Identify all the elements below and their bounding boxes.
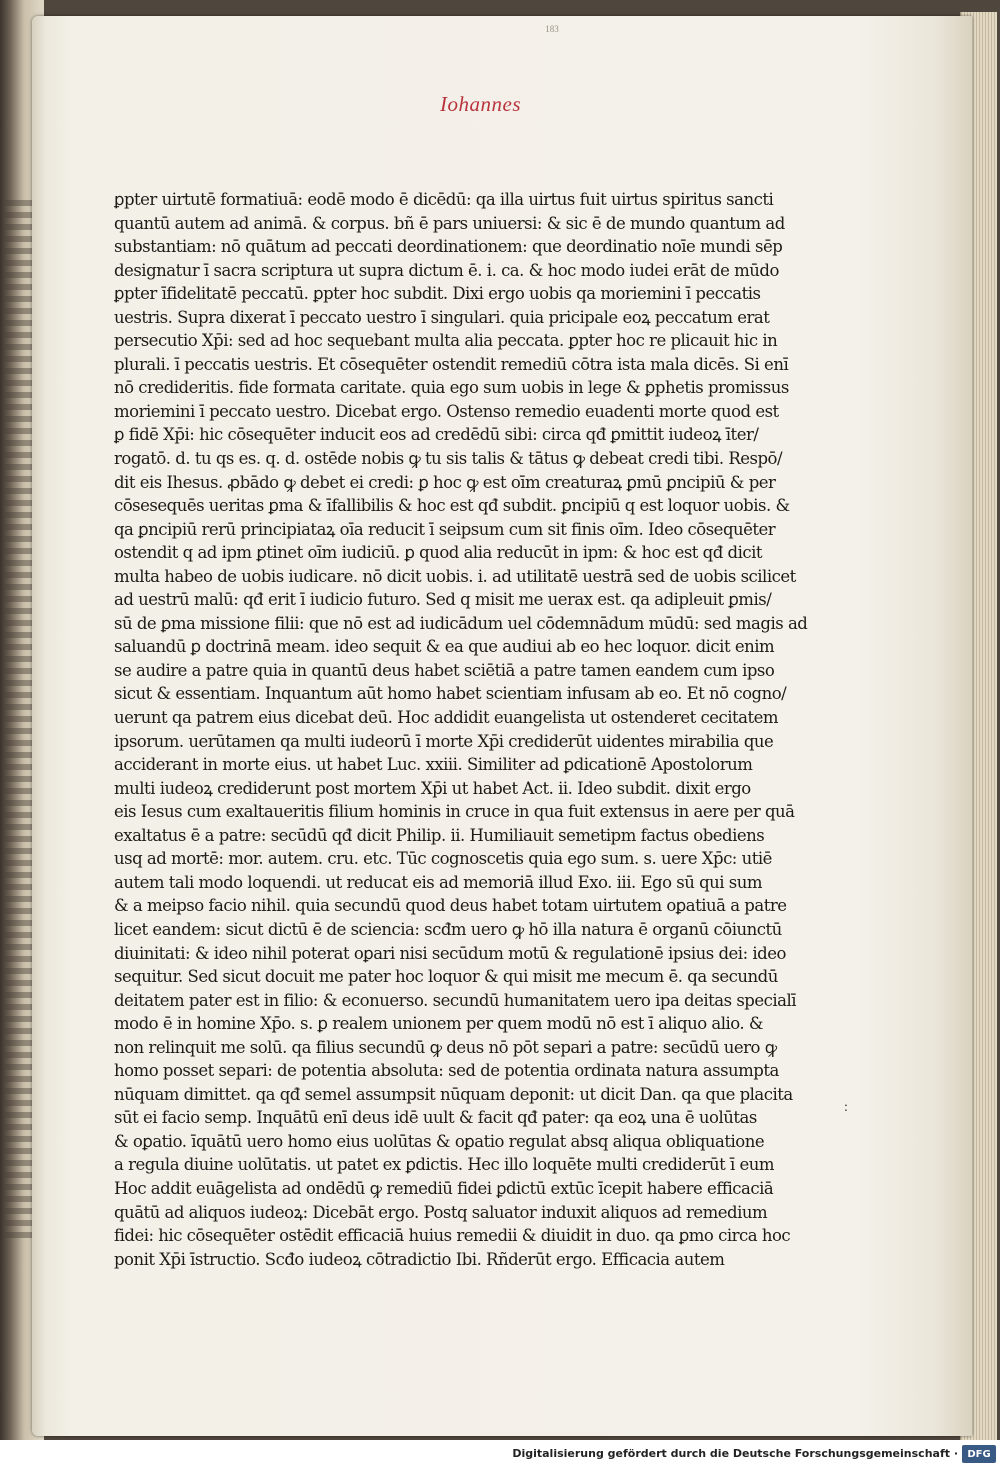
text-line: se audire a patre quia in quantū deus habet sciētiā a patre tamen eandem cum ipso — [114, 660, 775, 680]
text-line: substantiam: nō quātum ad peccati deordinationem: que deordinatio noīe mundi sēp — [114, 237, 783, 257]
text-line: autem tali modo loquendi. ut reducat eis ad memoriā illud Exo. iii. Ego sū qui sum — [114, 872, 763, 892]
text-line: modo ē in homine Xp̄o. s. ꝑ realem unionem per quem modū nō est ī aliquo alio. & — [114, 1014, 764, 1034]
text-line: ꝑ fidē Xp̄i: hic cōsequēter inducit eos ad credēdū sibi: circa qđ ꝑmittit iudeoꝝ īter/ — [114, 425, 759, 445]
text-line: sequitur. Sed sicut docuit me pater hoc loquor & qui misit me mecum ē. qa secundū — [114, 967, 778, 987]
text-line: licet eandem: sicut dictū ē de sciencia: scđm uero ꝙ hō illa natura ē organū cōiunctū — [114, 919, 782, 939]
running-header: Iohannes — [440, 92, 521, 116]
text-line: ponit Xp̄i īstructio. Scđo iudeoꝝ cōtradictio Ibi. Rñderūt ergo. Efficacia autem — [114, 1249, 725, 1269]
text-line: nō credideritis. fide formata caritate. quia ego sum uobis in lege & ꝑphetis promissus — [114, 378, 789, 398]
text-line: Hoc addit euāgelista ad ondēdū ꝙ remediū fidei ꝑdictū extūc īcepit habere efficaciā — [114, 1178, 774, 1198]
text-line: sū de ꝑma missione filii: que nō est ad iudicādum uel cōdemnādum mūdū: sed magis ad — [114, 613, 808, 633]
text-line: exaltatus ē a patre: secūdū qđ dicit Philip. ii. Humiliauit semetipm factus obediens — [114, 825, 765, 845]
text-line: ipsorum. uerūtamen qa multi iudeorū ī morte Xp̄i crediderūt uidentes mirabilia que — [114, 731, 774, 751]
text-line: persecutio Xp̄i: sed ad hoc sequebant multa alia peccata. ꝑpter hoc re plicauit hic in — [114, 331, 778, 351]
text-line: nūquam dimittet. qa qđ semel assumpsit nūquam deponit: ut dicit Dan. qa que placita — [114, 1084, 793, 1104]
text-line: designatur ī sacra scriptura ut supra dictum ē. i. ca. & hoc modo iudei erāt de mūdo — [114, 260, 779, 280]
text-line: acciderant in morte eius. ut habet Luc. xxiii. Similiter ad ꝑdicationē Apostolorum — [114, 755, 753, 775]
text-line: dit eis Ihesus. ꝓbādo ꝙ debet ei credi: ꝑ hoc ꝙ est oīm creaturaꝝ ꝑmū ꝑncipiū & per — [114, 472, 776, 492]
text-line: cōsesequēs ueritas ꝑma & īfallibilis & hoc est qđ subdit. ꝑncipiū q est loquor uobis. & — [114, 496, 790, 516]
text-line: saluandū ꝑ doctrinā meam. ideo sequit & ea que audiui ab eo hec loquor. dicit enim — [114, 637, 775, 657]
text-line: qa ꝑncipiū rerū principiataꝝ oīa reducit ī seipsum cum sit finis oīm. Ideo cōsequēter — [114, 519, 776, 539]
text-line: usq ad mortē: mor. autem. cru. etc. Tūc cognoscetis quia ego sum. s. uere Xp̄c: utiē — [114, 849, 772, 869]
text-line: sicut & essentiam. Inquantum aūt homo habet scientiam infusam ab eo. Et nō cogno/ — [114, 684, 787, 704]
text-line: & a meipso facio nihil. quia secundū quod deus habet totam uirtutem oꝑatiuā a patre — [114, 896, 787, 916]
text-line: quantū autem ad animā. & corpus. bñ ē pars uniuersi: & sic ē de mundo quantum ad — [114, 213, 785, 233]
text-line: ꝑpter īfidelitatē peccatū. ꝑpter hoc subdit. Dixi ergo uobis qa moriemini ī peccatis — [114, 284, 761, 304]
text-line: rogatō. d. tu qs es. q. d. ostēde nobis ꝙ tu sis talis & tātus ꝙ debeat credi tibi. Respō/ — [114, 449, 783, 469]
margin-mark: : — [844, 1100, 848, 1115]
text-line: uestris. Supra dixerat ī peccato uestro ī singulari. quia pricipale eoꝝ peccatum erat — [114, 307, 770, 327]
text-line: fidei: hic cōsequēter ostēdit efficaciā huius remedii & diuidit in duo. qa ꝑmo circa hoc — [114, 1226, 791, 1246]
text-line: plurali. ī peccatis uestris. Et cōsequēter ostendit remediū cōtra ista mala dicēs. Si enī — [114, 354, 789, 374]
text-line: eis Iesus cum exaltaueritis filium hominis in cruce in qua fuit extensus in aere per quā — [114, 802, 795, 822]
text-line: a regula diuine uolūtatis. ut patet ex ꝑdictis. Hec illo loquēte multi crediderūt ī eum — [114, 1155, 775, 1175]
funding-credit: Digitalisierung gefördert durch die Deutsche Forschungsgemeinschaft · — [512, 1447, 958, 1460]
text-line: non relinquit me solū. qa filius secundū ꝙ deus nō pōt separi a patre: secūdū uero ꝙ — [114, 1037, 777, 1057]
text-line: quātū ad aliquos iudeoꝝ: Dicebāt ergo. Postq saluator induxit aliquos ad remedium — [114, 1202, 768, 1222]
text-line: & oꝑatio. īquātū uero homo eius uolūtas & oꝑatio regulat absq aliqua obliquatione — [114, 1131, 765, 1151]
text-line: deitatem pater est in filio: & econuerso. secundū humanitatem uero ipa deitas specialī — [114, 990, 797, 1010]
text-line: sūt ei facio semp. Inquātū enī deus idē uult & facit qđ pater: qa eoꝝ una ē uolūtas — [114, 1108, 757, 1128]
text-line: homo posset separi: de potentia absoluta: sed de potentia ordinata natura assumpta — [114, 1061, 779, 1081]
text-line: diuinitati: & ideo nihil poterat oꝑari nisi secūdum motū & regulationē ipsius dei: ideo — [114, 943, 786, 963]
text-line: ad uestrū malū: qđ erit ī iudicio futuro. Sed q misit me uerax est. qa adipleuit ꝑmis/ — [114, 590, 772, 610]
text-line: ꝑpter uirtutē formatiuā: eodē modo ē dicēdū: qa illa uirtus fuit uirtus spiritus sancti — [114, 190, 774, 209]
dfg-logo: DFG — [962, 1445, 996, 1463]
text-line: uerunt qa patrem eius dicebat deū. Hoc addidit euangelista ut ostenderet cecitatem — [114, 708, 779, 728]
text-line: ostendit q ad ipm ꝑtinet oīm iudiciū. ꝑ quod alia reducūt in ipm: & hoc est qđ dicit — [114, 543, 763, 563]
folio-number: 183 — [545, 24, 559, 34]
body-text — [114, 188, 808, 1271]
footer-bar — [0, 1440, 1000, 1469]
text-line: moriemini ī peccato uestro. Dicebat ergo. Ostenso remedio euadenti morte quod est — [114, 401, 779, 421]
text-line: multa habeo de uobis iudicare. nō dicit uobis. i. ad utilitatē uestrā sed de uobis scilicet — [114, 566, 796, 586]
text-line: multi iudeoꝝ crediderunt post mortem Xp̄i ut habet Act. ii. Ideo subdit. dixit ergo — [114, 778, 751, 798]
